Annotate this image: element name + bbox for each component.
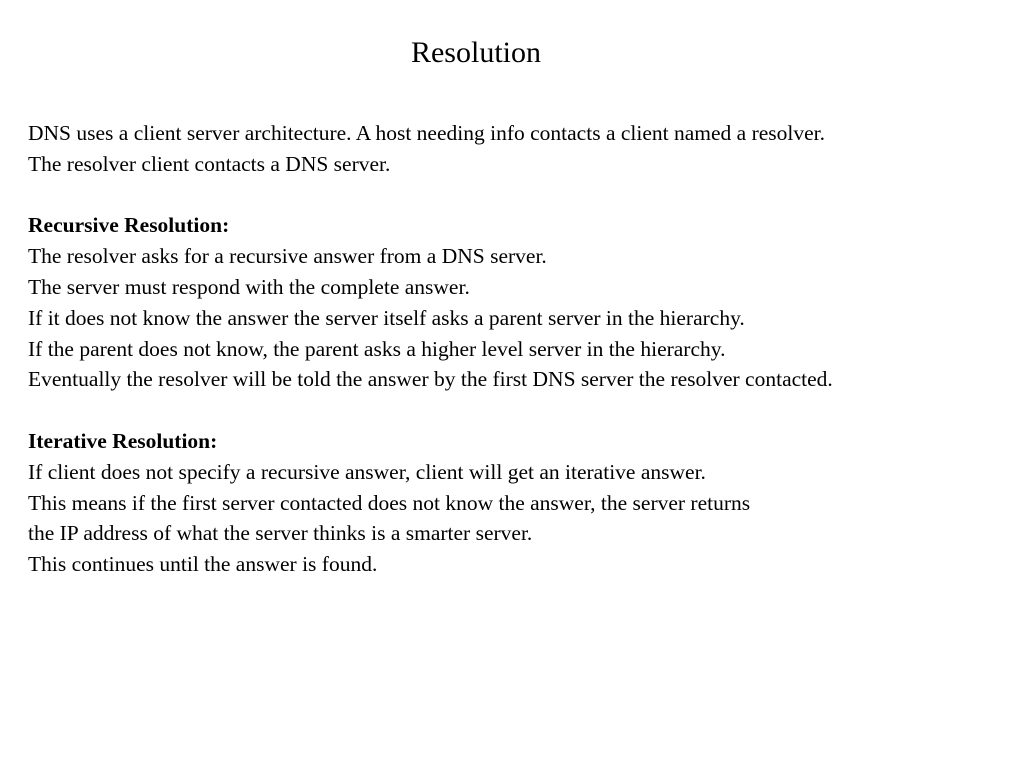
spacer — [28, 395, 1018, 426]
recursive-line: Eventually the resolver will be told the answer by the first DNS server the resolver contacted. — [28, 367, 833, 392]
iterative-line: This means if the first server contacted does not know the answer, the server returns — [28, 490, 751, 515]
iterative-heading: Iterative Resolution: — [28, 428, 218, 453]
page-title: Resolution — [410, 36, 541, 69]
recursive-heading: Recursive Resolution: — [28, 213, 230, 238]
spacer — [28, 180, 1018, 211]
slide-body — [28, 118, 1018, 580]
intro-line: DNS uses a client server architecture. A host needing info contacts a client named a resolver. — [28, 121, 826, 145]
recursive-line: If the parent does not know, the parent asks a higher level server in the hierarchy. — [28, 336, 726, 361]
recursive-line: The resolver asks for a recursive answer from a DNS server. — [28, 244, 547, 269]
iterative-line: the IP address of what the server thinks is a smarter server. — [28, 521, 533, 546]
iterative-line: If client does not specify a recursive answer, client will get an iterative answer. — [28, 459, 706, 484]
intro-line: The resolver client contacts a DNS server. — [28, 151, 391, 176]
recursive-line: If it does not know the answer the server itself asks a parent server in the hierarchy. — [28, 305, 745, 330]
recursive-line: The server must respond with the complete answer. — [28, 274, 470, 299]
iterative-line: This continues until the answer is found. — [28, 552, 378, 577]
